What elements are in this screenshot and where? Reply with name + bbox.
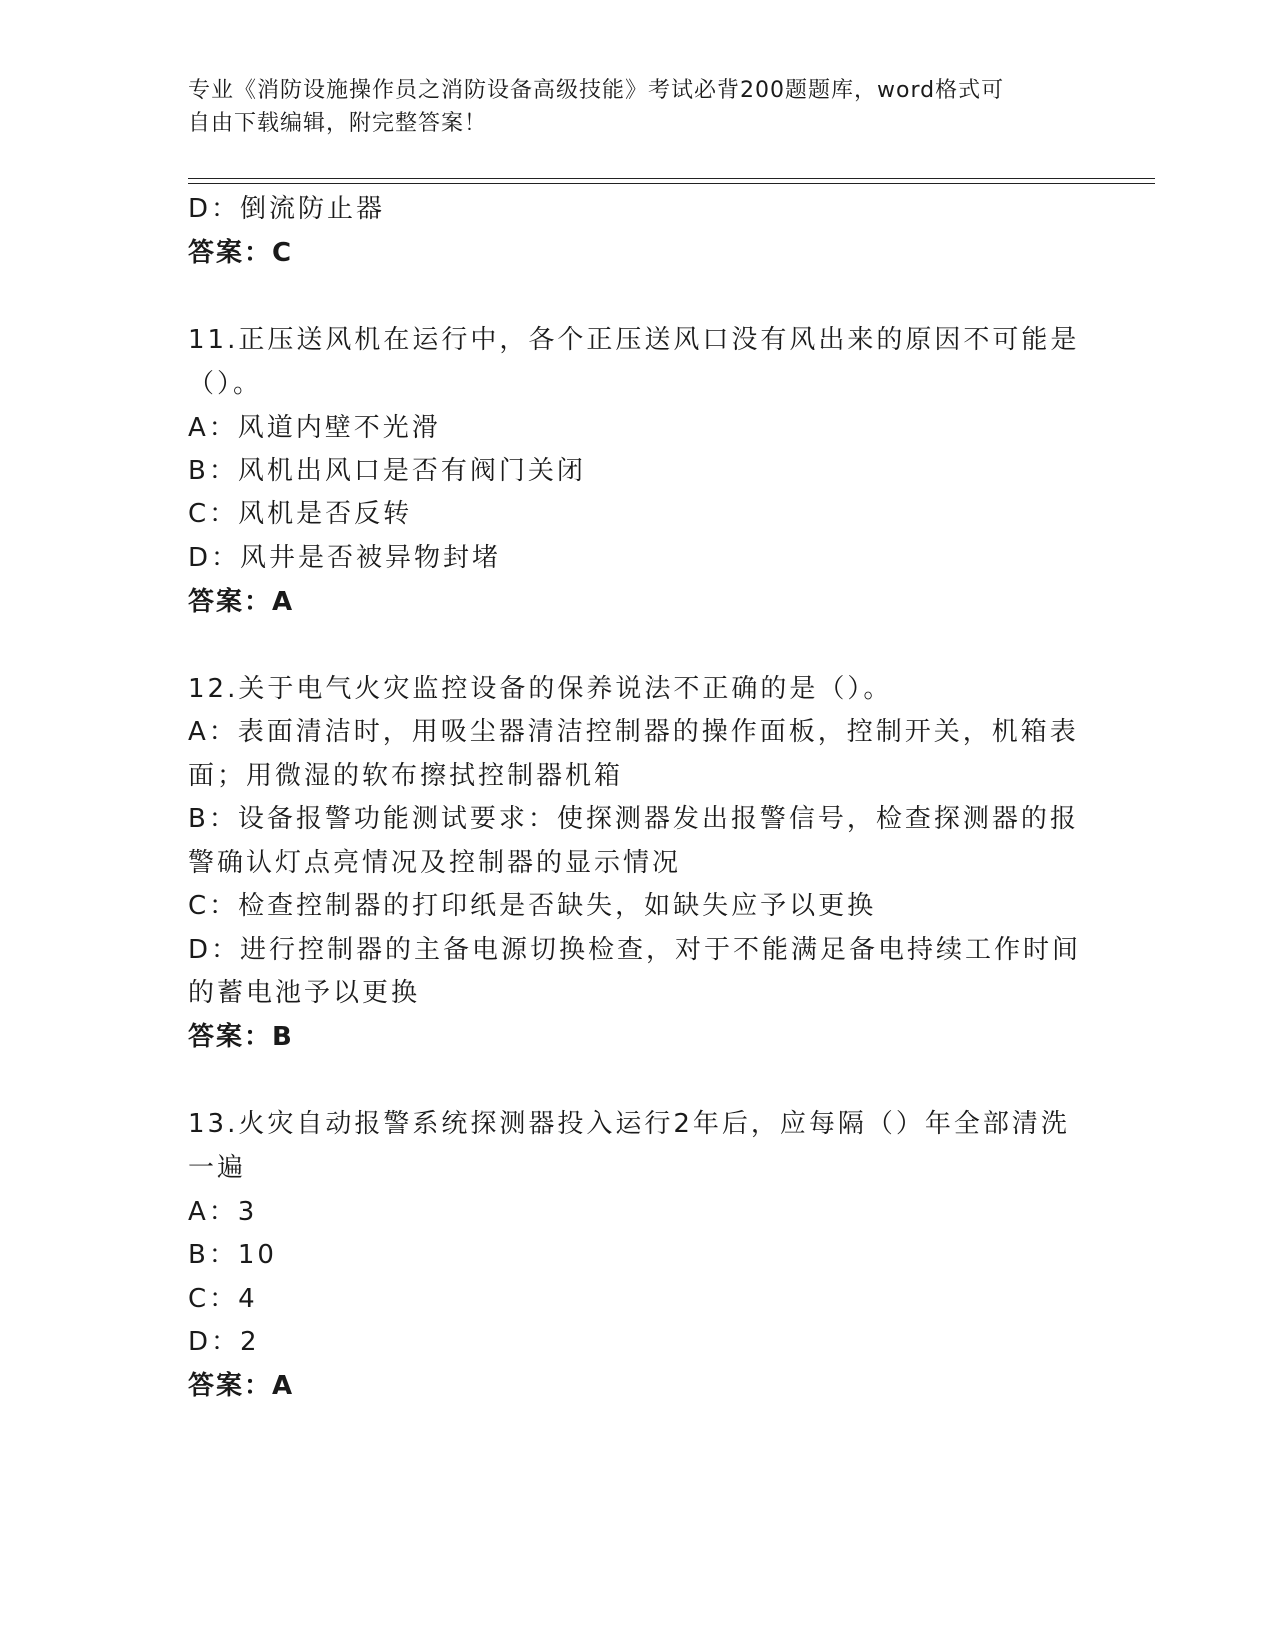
option-d: D：进行控制器的主备电源切换检查，对于不能满足备电持续工作时间	[188, 935, 1082, 965]
question-stem: 12.关于电气火灾监控设备的保养说法不正确的是（）。	[188, 674, 893, 704]
option-a: A：风道内壁不光滑	[188, 413, 441, 443]
option-b: B：风机出风口是否有阀门关闭	[188, 456, 586, 486]
header-line-1: 专业《消防设施操作员之消防设备高级技能》考试必背200题题库，word格式可	[188, 78, 1005, 103]
option-d: D：2	[188, 1327, 260, 1357]
option-c: C：检查控制器的打印纸是否缺失，如缺失应予以更换	[188, 891, 877, 921]
answer: 答案：B	[188, 1022, 294, 1052]
header-line-2: 自由下载编辑，附完整答案！	[188, 111, 488, 136]
header-rule-bottom	[188, 183, 1155, 184]
option-a: A：3	[188, 1197, 258, 1227]
answer: 答案：A	[188, 587, 295, 617]
option-d: D：倒流防止器	[188, 194, 386, 224]
question-stem: （）。	[188, 369, 263, 399]
answer: 答案：C	[188, 238, 294, 268]
header-rule-top	[188, 178, 1155, 179]
page-header	[188, 74, 1088, 140]
option-b-continued: 警确认灯点亮情况及控制器的显示情况	[188, 848, 682, 878]
option-b: B：设备报警功能测试要求：使探测器发出报警信号，检查探测器的报	[188, 804, 1079, 834]
option-d-continued: 的蓄电池予以更换	[188, 978, 421, 1008]
question-stem: 13.火灾自动报警系统探测器投入运行2年后，应每隔（）年全部清洗	[188, 1109, 1070, 1139]
option-a-continued: 面；用微湿的软布擦拭控制器机箱	[188, 761, 624, 791]
option-b: B：10	[188, 1240, 277, 1270]
option-c: C：4	[188, 1284, 258, 1314]
question-stem: 一遍	[188, 1153, 247, 1183]
answer: 答案：A	[188, 1371, 295, 1401]
option-c: C：风机是否反转	[188, 499, 413, 529]
option-a: A：表面清洁时，用吸尘器清洁控制器的操作面板，控制开关，机箱表	[188, 717, 1079, 747]
option-d: D：风井是否被异物封堵	[188, 543, 502, 573]
question-stem: 11.正压送风机在运行中，各个正压送风口没有风出来的原因不可能是	[188, 325, 1080, 355]
